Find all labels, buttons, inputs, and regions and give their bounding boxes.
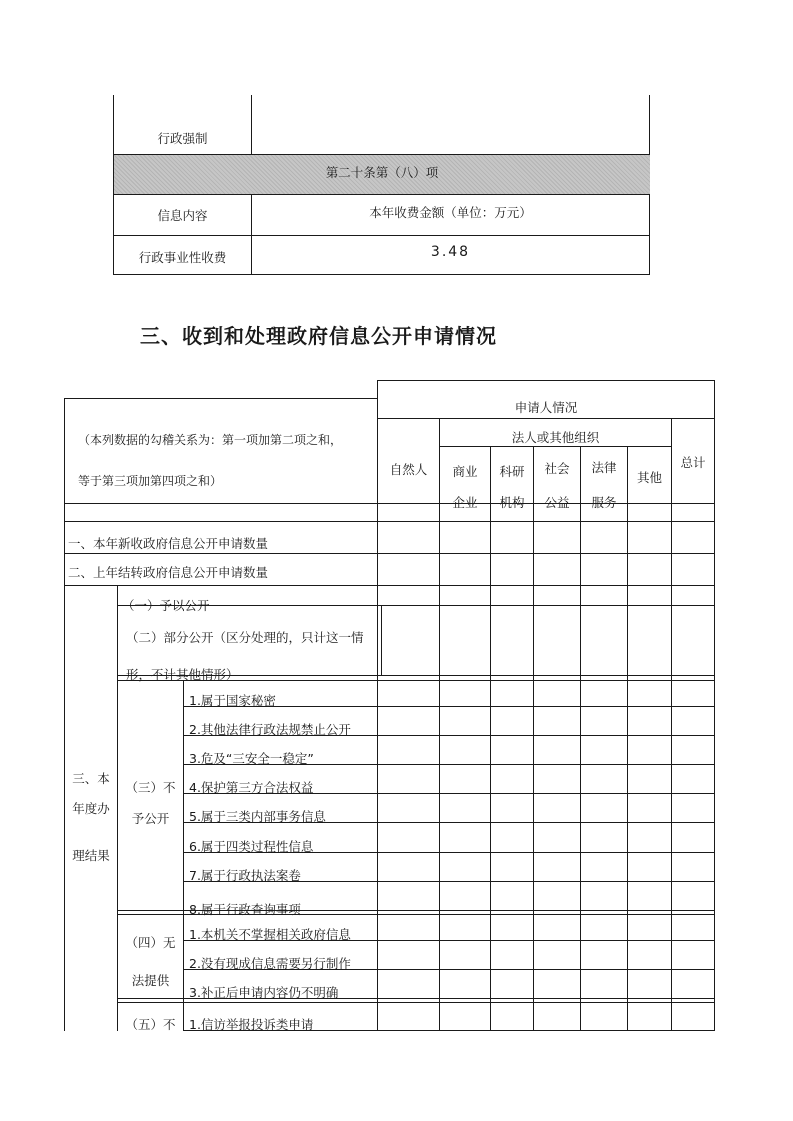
item-unable-1: （四）无 [125, 935, 176, 950]
results-label-3: 理结果 [72, 848, 110, 863]
item-not-open-2: 予公开 [131, 811, 170, 826]
results-label-1: 三、本 [72, 771, 110, 786]
not-open-item-8: 8.属于行政查询事项 [189, 902, 301, 917]
item-unable-2: 法提供 [131, 973, 170, 988]
not-open-item-3: 3.危及“三安全一稳定” [189, 751, 314, 766]
unable-item-1: 1.本机关不掌握相关政府信息 [189, 927, 351, 942]
not-open-item-1: 1.属于国家秘密 [189, 693, 276, 708]
not-open-item-5: 5.属于三类内部事务信息 [189, 809, 326, 824]
section-heading: 三、收到和处理政府信息公开申请情况 [140, 324, 497, 348]
unable-item-2: 2.没有现成信息需要另行制作 [189, 956, 351, 971]
not-open-item-2: 2.其他法律行政法规禁止公开 [189, 722, 351, 737]
row-new-applications: 一、本年新收政府信息公开申请数量 [68, 536, 269, 551]
header-info-content: 信息内容 [157, 208, 208, 223]
not-processed-item-1: 1.信访举报投诉类申请 [189, 1017, 314, 1032]
not-open-item-6: 6.属于四类过程性信息 [189, 839, 314, 854]
header-total: 总计 [680, 455, 706, 470]
row-label-admin-fee: 行政事业性收费 [138, 250, 227, 265]
note-line-2: 等于第三项加第四项之和） [78, 474, 223, 488]
header-legal-entity: 法人或其他组织 [511, 430, 600, 445]
subheader-other: 其他 [636, 470, 662, 485]
row-label-administrative-enforcement: 行政强制 [157, 131, 208, 146]
not-open-item-4: 4.保护第三方合法权益 [189, 780, 314, 795]
subheader-research: 科研 机构 [499, 464, 525, 510]
fee-value: 3.48 [430, 244, 471, 260]
header-natural-person: 自然人 [389, 462, 428, 477]
unable-item-3: 3.补正后申请内容仍不明确 [189, 985, 339, 1000]
note-line-1: （本列数据的勾稽关系为：第一项加第二项之和， [78, 433, 343, 447]
subheader-law: 法律 服务 [591, 460, 617, 510]
results-label-2: 年度办 [72, 801, 110, 816]
item-not-processed: （五）不 [125, 1017, 176, 1032]
header-fee-amount: 本年收费金额（单位：万元） [369, 205, 532, 220]
item-partial-line-1: （二）部分公开（区分处理的，只计这一情 [126, 630, 364, 645]
item-open: （一）予以公开 [122, 598, 210, 613]
header-applicant: 申请人情况 [514, 400, 578, 415]
row-carried-applications: 二、上年结转政府信息公开申请数量 [68, 565, 269, 580]
subheader-commercial: 商业 企业 [452, 464, 478, 510]
item-not-open-1: （三）不 [125, 780, 176, 795]
not-open-item-7: 7.属于行政执法案卷 [189, 868, 301, 883]
clause-label: 第二十条第（八）项 [325, 165, 439, 180]
item-partial-line-2: 形，不计其他情形） [126, 667, 239, 682]
subheader-social: 社会 公益 [544, 461, 570, 510]
